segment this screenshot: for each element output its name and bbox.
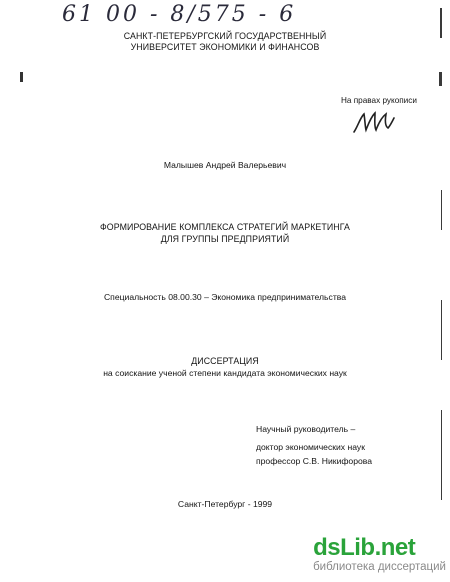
specialty: Специальность 08.00.30 – Экономика предпринимательства (103, 292, 347, 302)
dissertation-title-line1: ФОРМИРОВАНИЕ КОМПЛЕКСА СТРАТЕГИЙ МАРКЕТИНГА (100, 222, 350, 232)
handwritten-registration-number: 61 00 - 8/575 - 6 (62, 2, 297, 27)
scan-edge-mark (20, 72, 23, 82)
scan-edge-mark (441, 410, 442, 500)
author-signature (352, 108, 396, 141)
signature-icon (352, 108, 396, 136)
supervisor-line3: профессор С.В. Никифорова (256, 456, 373, 466)
scan-edge-mark (440, 8, 442, 38)
manuscript-rights-note: На правах рукописи (341, 96, 417, 105)
author-name: Малышев Андрей Валерьевич (163, 160, 287, 170)
dissertation-title-line2: ДЛЯ ГРУППЫ ПРЕДПРИЯТИЙ (160, 234, 290, 244)
dslib-logo: dsLib.net (313, 534, 416, 561)
supervisor-line2: доктор экономических наук (256, 442, 365, 452)
dslib-watermark (313, 535, 446, 574)
university-name-line2: УНИВЕРСИТЕТ ЭКОНОМИКИ И ФИНАНСОВ (130, 42, 320, 52)
scan-edge-mark (439, 72, 442, 86)
university-name-line1: САНКТ-ПЕТЕРБУРГСКИЙ ГОСУДАРСТВЕННЫЙ (123, 31, 327, 41)
scan-edge-mark (441, 190, 442, 230)
place-and-year: Санкт-Петербург - 1999 (177, 499, 273, 509)
dissertation-subtitle: на соискание ученой степени кандидата экономических наук (103, 368, 347, 378)
supervisor-line1: Научный руководитель – (256, 424, 356, 434)
dslib-subtitle: библиотека диссертаций (313, 561, 446, 573)
dissertation-heading: ДИССЕРТАЦИЯ (191, 356, 259, 366)
scan-edge-mark (441, 300, 442, 360)
